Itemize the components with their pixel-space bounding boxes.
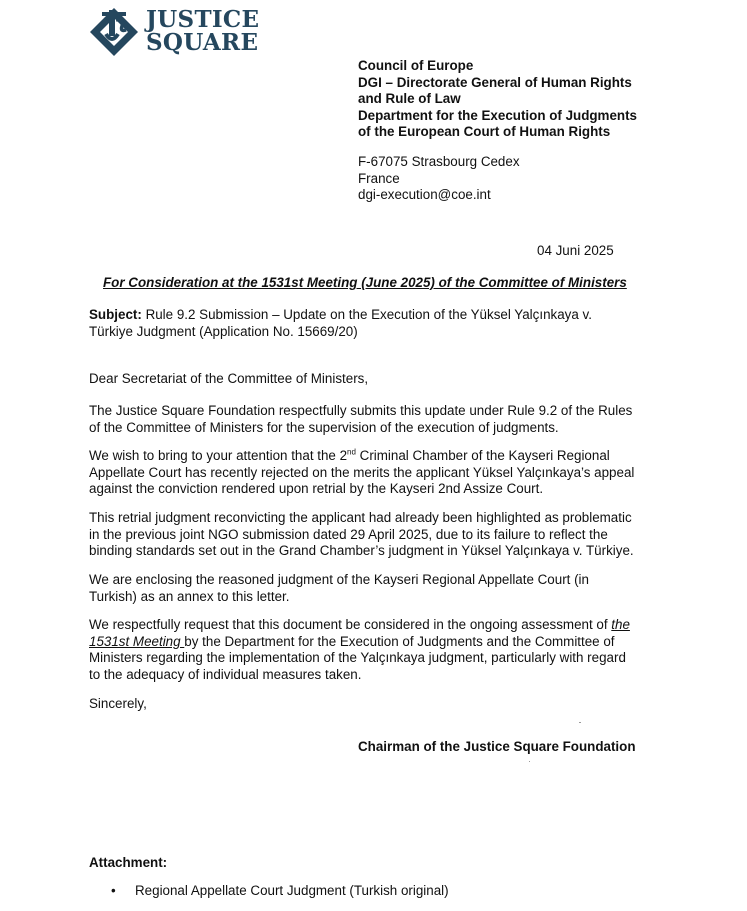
paragraph-enclosure bbox=[89, 572, 669, 605]
recipient-email: dgi-execution@coe.int bbox=[358, 187, 491, 203]
paragraph-intro bbox=[89, 403, 669, 436]
closing-text: Sincerely, bbox=[89, 696, 147, 711]
paragraph-line: Turkish) as an annex to this letter. bbox=[89, 588, 290, 604]
text-run: Criminal Chamber of the Kayseri Regional bbox=[355, 448, 610, 463]
recipient-line: of the European Court of Human Rights bbox=[358, 124, 611, 140]
signature-title: Chairman of the Justice Square Foundation bbox=[358, 739, 636, 754]
justice-square-logo bbox=[86, 4, 260, 60]
paragraph-line: in the previous joint NGO submission dated 29 April 2025, due to its failure to reflect the bbox=[89, 526, 608, 542]
paragraph-retrial bbox=[89, 510, 669, 560]
paragraph-line: Ministers regarding the implementation of the Yalçınkaya judgment, particularly with regard bbox=[89, 650, 626, 666]
text-run: We wish to bring to your attention that the 2 bbox=[89, 448, 348, 463]
logo-line-square: SQUARE bbox=[146, 29, 259, 56]
subject-label: Subject: bbox=[89, 307, 142, 322]
recipient-line: Department for the Execution of Judgments bbox=[358, 107, 637, 123]
recipient-line: Council of Europe bbox=[358, 58, 474, 73]
salutation-text: Dear Secretariat of the Committee of Ministers, bbox=[89, 371, 369, 386]
paragraph-line bbox=[89, 448, 669, 465]
attachment-item-label: Regional Appellate Court Judgment (Turkish original) bbox=[135, 883, 449, 898]
paragraph-line bbox=[89, 634, 669, 651]
paragraph-line: The Justice Square Foundation respectfully submits this update under Rule 9.2 of the Rules bbox=[89, 403, 633, 418]
recipient-line: and Rule of Law bbox=[358, 91, 461, 107]
paragraph-line: This retrial judgment reconvicting the applicant had already been highlighted as problematic bbox=[89, 510, 632, 525]
scan-speck bbox=[579, 722, 581, 723]
subject-text-line1: Rule 9.2 Submission – Update on the Execution of the Yüksel Yalçınkaya v. bbox=[145, 307, 592, 322]
logo-wordmark bbox=[146, 8, 259, 54]
paragraph-request bbox=[89, 617, 669, 683]
paragraph-line: of the Committee of Ministers for the supervision of the execution of judgments. bbox=[89, 419, 559, 435]
subject-text-line2: Türkiye Judgment (Application No. 15669/20) bbox=[89, 323, 358, 339]
paragraph-line: binding standards set out in the Grand Chamber’s judgment in Yüksel Yalçınkaya v. Türkiye. bbox=[89, 543, 634, 559]
attachment-item bbox=[89, 883, 449, 900]
bullet-icon: • bbox=[111, 883, 116, 898]
address-line: F-67075 Strasbourg Cedex bbox=[358, 154, 520, 169]
text-run: by the Department for the Execution of Judgments and the Committee of bbox=[184, 633, 615, 649]
paragraph-line: We are enclosing the reasoned judgment of the Kayseri Regional Appellate Court (in bbox=[89, 572, 589, 587]
attachment-list bbox=[89, 883, 449, 900]
text-run: We respectfully request that this document be considered in the ongoing assessment of bbox=[89, 617, 612, 632]
salutation bbox=[89, 371, 669, 388]
superscript-text: nd bbox=[347, 447, 356, 457]
closing bbox=[89, 696, 669, 713]
recipient-line: DGI – Directorate General of Human Rights bbox=[358, 74, 632, 90]
paragraph-line: to the adequacy of individual measures taken. bbox=[89, 666, 362, 682]
recipient-organization bbox=[358, 58, 678, 141]
paragraph-line bbox=[89, 617, 669, 634]
letter-date: 04 Juni 2025 bbox=[537, 243, 614, 258]
address-line: France bbox=[358, 170, 400, 186]
attachment-heading: Attachment: bbox=[89, 855, 168, 870]
meeting-link[interactable]: the bbox=[611, 617, 630, 632]
meeting-link[interactable]: 1531st Meeting bbox=[89, 633, 185, 649]
paragraph-appeal-rejection bbox=[89, 448, 669, 498]
scan-speck bbox=[529, 761, 530, 762]
paragraph-line: Appellate Court has recently rejected on the merits the applicant Yüksel Yalçınkaya’s appeal bbox=[89, 464, 635, 480]
subject-block bbox=[89, 307, 669, 340]
scales-shield-icon bbox=[86, 4, 142, 60]
paragraph-line: against the conviction rendered upon retrial by the Kayseri 2nd Assize Court. bbox=[89, 481, 544, 497]
consideration-heading: For Consideration at the 1531st Meeting (June 2025) of the Committee of Ministers bbox=[103, 275, 627, 290]
logo-line-justice: JUSTICE bbox=[146, 6, 260, 33]
recipient-address bbox=[358, 154, 520, 204]
